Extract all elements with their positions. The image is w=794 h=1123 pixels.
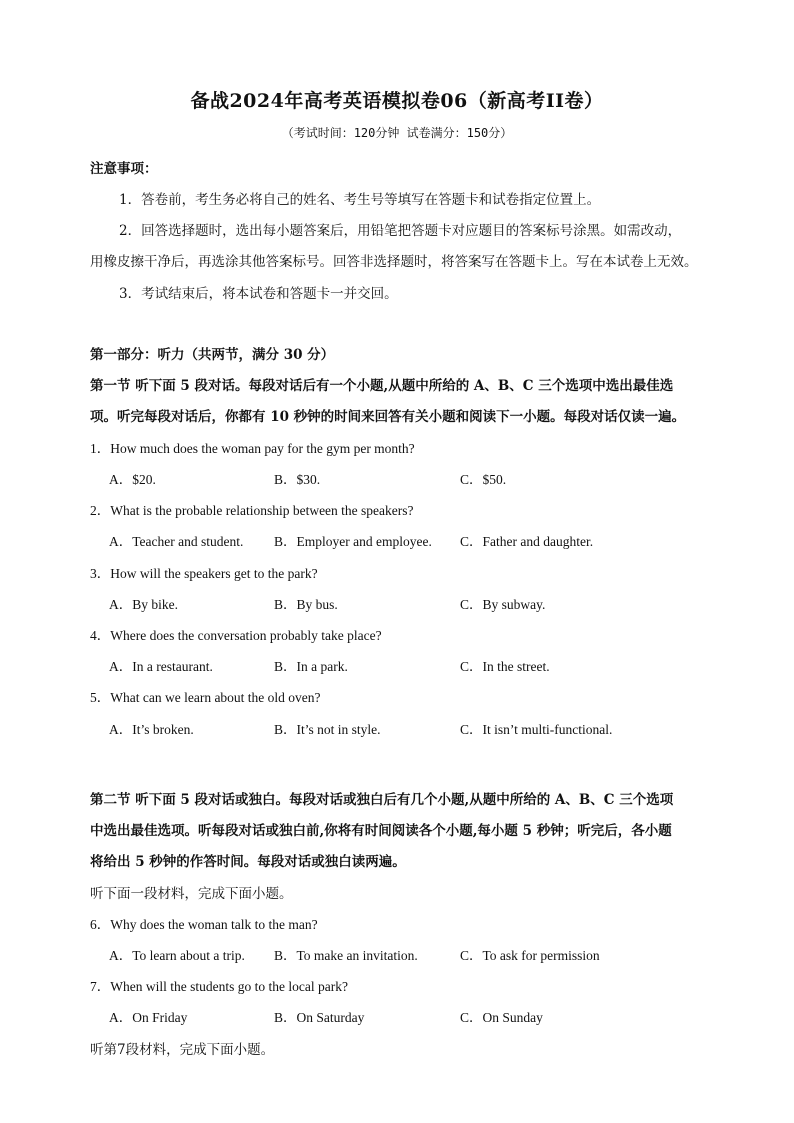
q4-option-c: C．In the street. [460, 659, 550, 674]
q6-option-b: B．To make an invitation. [274, 948, 418, 963]
q5-option-c: C．It isn’t multi-functional. [460, 722, 613, 737]
q2-option-c: C．Father and daughter. [460, 534, 594, 549]
exam-info: （考试时间：120分钟 试卷满分：150分） [281, 126, 513, 140]
q4-option-a: A．In a restaurant. [109, 659, 213, 674]
section2-instructions: 第二节 听下面 5 段对话或独白。每段对话或独白后有几个小题,从题中所给的 A、B、C 三个选项 [90, 792, 674, 808]
question-5: 5．What can we learn about the old oven? [90, 690, 321, 705]
q7-option-a: A．On Friday [109, 1010, 188, 1025]
question-3: 3．How will the speakers get to the park? [90, 566, 318, 581]
question-6: 6．Why does the woman talk to the man? [90, 917, 318, 932]
q6-option-c: C．To ask for permission [460, 948, 600, 963]
q5-option-b: B．It’s not in style. [274, 722, 381, 737]
page-title: 备战2024年高考英语模拟卷06（新高考II卷） [190, 90, 604, 112]
q2-option-b: B．Employer and employee. [274, 534, 432, 549]
question-4: 4．Where does the conversation probably take place? [90, 628, 382, 643]
question-7: 7．When will the students go to the local park? [90, 979, 348, 994]
q7-option-b: B．On Saturday [274, 1010, 365, 1025]
q6-option-a: A．To learn about a trip. [109, 948, 245, 963]
q3-option-c: C．By subway. [460, 597, 546, 612]
material-intro-7: 听第7段材料，完成下面小题。 [90, 1042, 275, 1058]
q2-option-a: A．Teacher and student. [109, 534, 244, 549]
question-2: 2．What is the probable relationship between the speakers? [90, 503, 414, 518]
q7-option-c: C．On Sunday [460, 1010, 543, 1025]
section1-instructions-cont: 项。听完每段对话后，你都有 10 秒钟的时间来回答有关小题和阅读下一小题。每段对话仅读一遍。 [90, 409, 686, 425]
note-item-2: 2．回答选择题时，选出每小题答案后，用铅笔把答题卡对应题目的答案标号涂黑。如需改动， [119, 223, 682, 239]
note-item-3: 3．考试结束后，将本试卷和答题卡一并交回。 [119, 286, 398, 302]
q1-option-a: A．$20. [109, 472, 156, 487]
note-item-2-cont: 用橡皮擦干净后，再选涂其他答案标号。回答非选择题时，将答案写在答题卡上。写在本试卷上无效。 [90, 254, 698, 270]
q5-option-a: A．It’s broken. [109, 722, 194, 737]
question-1: 1．How much does the woman pay for the gym per month? [90, 441, 415, 456]
q4-option-b: B．In a park. [274, 659, 348, 674]
section2-instructions-3: 将给出 5 秒钟的作答时间。每段对话或独白读两遍。 [90, 854, 406, 870]
section1-instructions: 第一节 听下面 5 段对话。每段对话后有一个小题,从题中所给的 A、B、C 三个选项中选出最佳选 [90, 378, 674, 394]
section2-instructions-2: 中选出最佳选项。听每段对话或独白前,你将有时间阅读各个小题,每小题 5 秒钟；听完后，各小题 [90, 823, 672, 839]
q1-option-c: C．$50. [460, 472, 507, 487]
q1-option-b: B．$30. [274, 472, 321, 487]
note-item-1: 1．答卷前，考生务必将自己的姓名、考生号等填写在答题卡和试卷指定位置上。 [119, 192, 601, 208]
q3-option-a: A．By bike. [109, 597, 178, 612]
part1-heading: 第一部分：听力（共两节，满分 30 分） [90, 347, 335, 363]
material-intro-6: 听下面一段材料，完成下面小题。 [90, 886, 293, 902]
q3-option-b: B．By bus. [274, 597, 338, 612]
notes-heading: 注意事项： [90, 161, 158, 177]
